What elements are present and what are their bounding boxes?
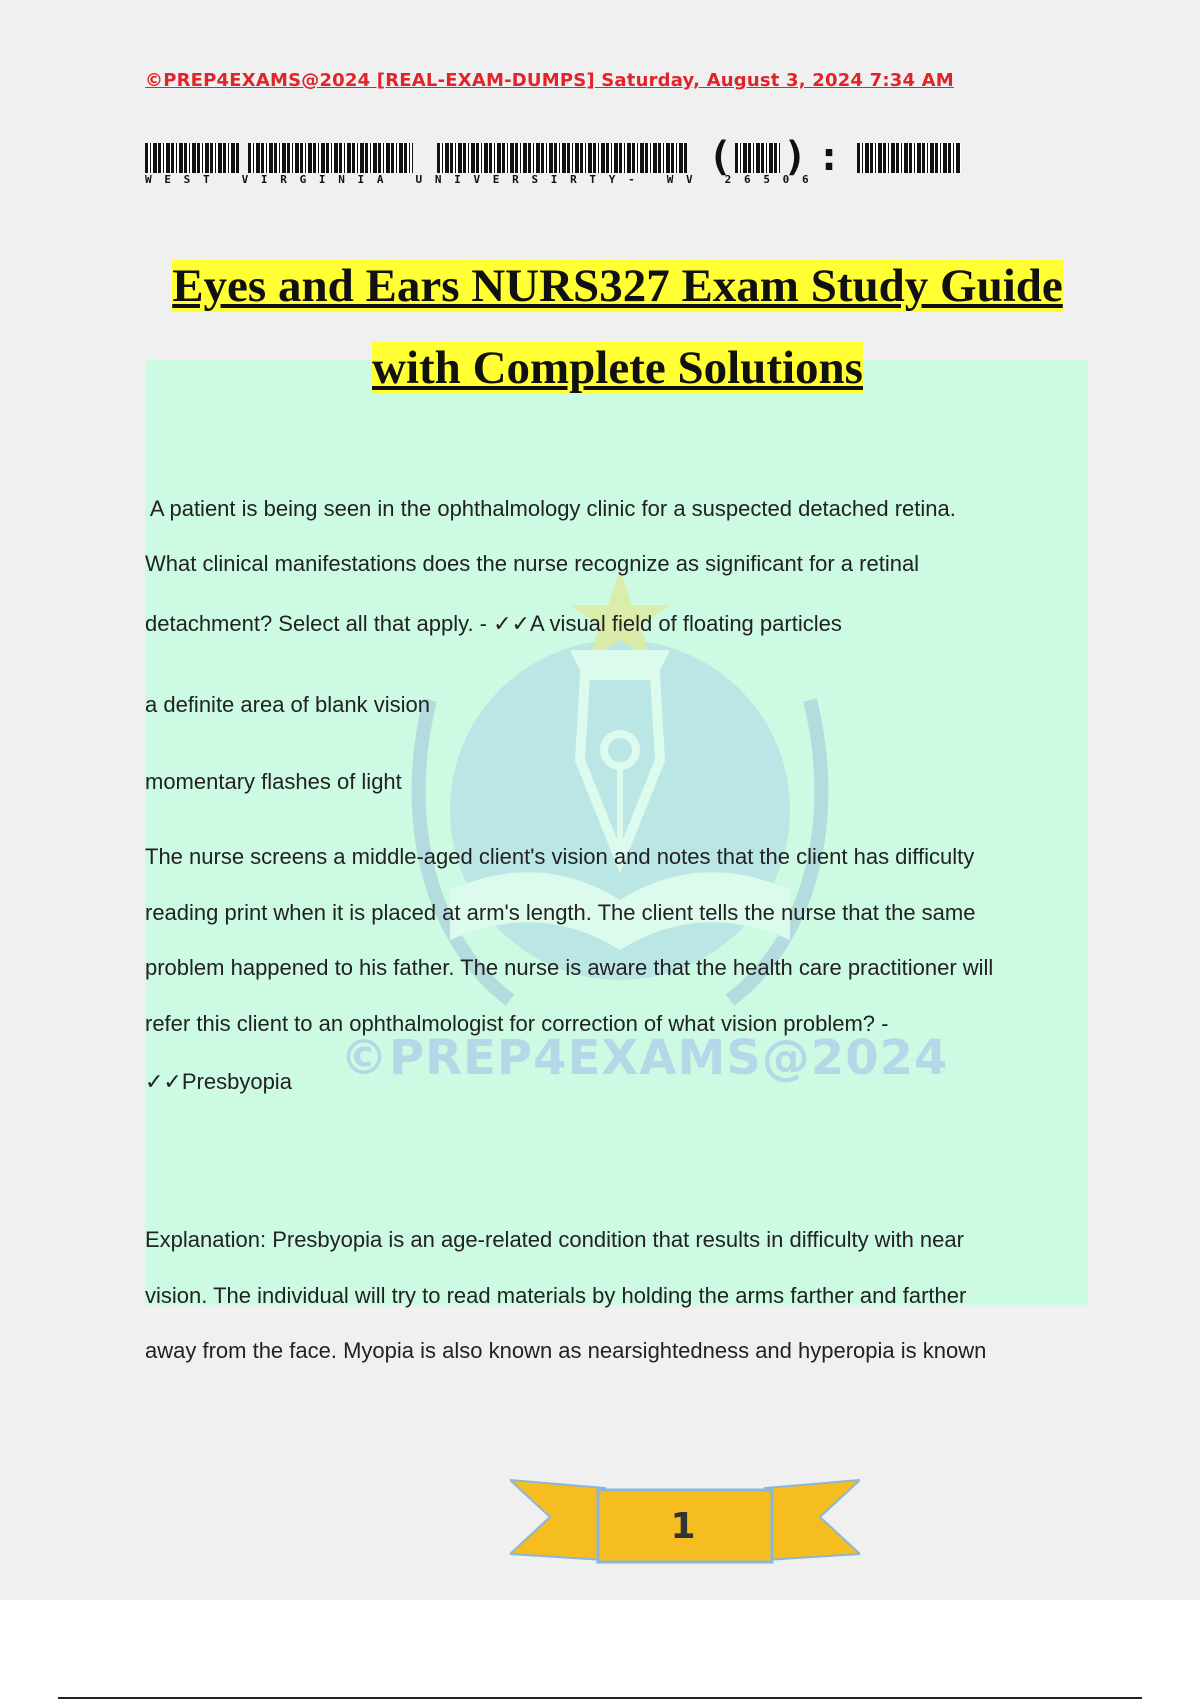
barcode-paren-close: ) — [783, 134, 808, 180]
question-2-line-1: The nurse screens a middle-aged client's vision and notes that the client has difficulty — [145, 844, 975, 869]
barcode-segment-3 — [437, 143, 687, 173]
answer-2: ✓✓Presbyopia — [145, 1069, 292, 1094]
barcode-caption: WEST VIRGINIA UNIVERSIRTY- WV 26506 — [145, 173, 822, 186]
question-1-line-3: detachment? Select all that apply. - ✓✓A visual field of floating particles — [145, 611, 842, 636]
explanation-line-1: Explanation: Presbyopia is an age-related condition that results in difficulty with near — [145, 1227, 964, 1252]
barcode-segment-2 — [248, 143, 413, 173]
title-line-2: with Complete Solutions — [372, 342, 863, 394]
page-title — [0, 245, 1200, 409]
answer-1-item-3: momentary flashes of light — [145, 769, 402, 794]
question-1-line-2: What clinical manifestations does the nurse recognize as significant for a retinal — [145, 551, 920, 576]
header-timestamp-line: ©PREP4EXAMS@2024 [REAL-EXAM-DUMPS] Saturday, August 3, 2024 7:34 AM — [145, 70, 954, 91]
answer-1-item-2: a definite area of blank vision — [145, 692, 430, 717]
question-2-line-4: refer this client to an ophthalmologist for correction of what vision problem? - — [145, 1011, 889, 1036]
barcode-segment-1 — [145, 143, 239, 173]
page-divider — [58, 1697, 1142, 1699]
page-number: 1 — [670, 1506, 696, 1547]
barcode-segment-4 — [735, 143, 780, 173]
explanation-line-3: away from the face. Myopia is also known as nearsightedness and hyperopia is known — [145, 1338, 987, 1363]
barcode-colon: : — [817, 134, 842, 180]
barcode-segment-5 — [857, 143, 961, 173]
explanation-line-2: vision. The individual will try to read materials by holding the arms farther and farther — [145, 1283, 967, 1308]
barcode-paren-open: ( — [708, 134, 733, 180]
question-1-line-1: A patient is being seen in the ophthalmology clinic for a suspected detached retina. — [145, 496, 956, 521]
title-line-1: Eyes and Ears NURS327 Exam Study Guide — [172, 260, 1063, 312]
watermark-text: ©PREP4EXAMS@2024 — [340, 1030, 949, 1086]
barcode-row — [145, 134, 965, 193]
question-2-line-2: reading print when it is placed at arm's length. The client tells the nurse that the same — [145, 900, 976, 925]
question-2-line-3: problem happened to his father. The nurse is aware that the health care practitioner will — [145, 955, 994, 980]
